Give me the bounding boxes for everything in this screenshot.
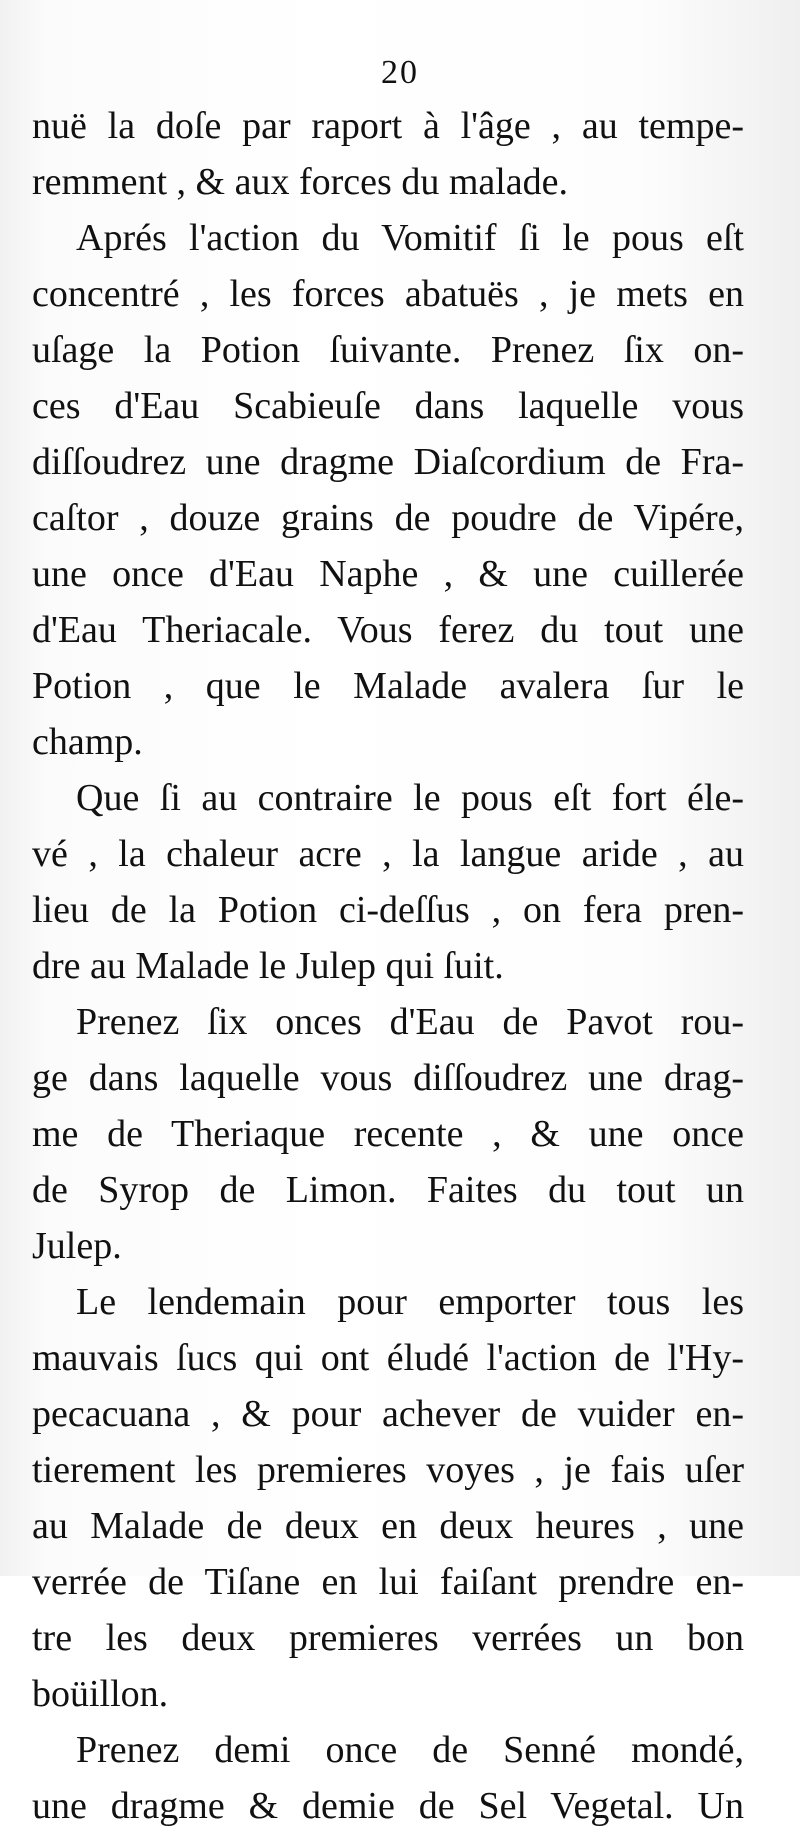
text-line: me de Theriaque recente , & une once (32, 1113, 744, 1155)
text-line: mauvais ſucs qui ont éludé l'action de l'Hy- (32, 1337, 744, 1379)
text-line: pecacuana , & pour achever de vuider en- (32, 1393, 744, 1435)
text-line: nuë la doſe par raport à l'âge , au tempe- (32, 105, 744, 147)
text-line: champ. (32, 721, 143, 763)
text-line: remment , & aux forces du malade. (32, 161, 569, 203)
text-line: Potion , que le Malade avalera ſur le (32, 665, 744, 707)
text-line: dre au Malade le Julep qui ſuit. (32, 945, 504, 987)
text-line: concentré , les forces abatuës , je mets en (32, 273, 744, 315)
text-line: Que ſi au contraire le pous eſt fort éle- (76, 777, 744, 819)
text-line: lieu de la Potion ci-deſſus , on fera pren- (32, 889, 744, 931)
text-line: Prenez ſix onces d'Eau de Pavot rou- (76, 1001, 744, 1043)
text-line: une dragme & demie de Sel Vegetal. Un (32, 1785, 744, 1827)
body-text (32, 98, 744, 1834)
text-line: de Syrop de Limon. Faites du tout un (32, 1169, 744, 1211)
text-line: ces d'Eau Scabieuſe dans laquelle vous (32, 385, 744, 427)
text-line: uſage la Potion ſuivante. Prenez ſix on- (32, 329, 744, 371)
text-line: ge dans laquelle vous diſſoudrez une drag- (32, 1057, 744, 1099)
text-line: Le lendemain pour emporter tous les (76, 1281, 744, 1323)
text-line: d'Eau Theriacale. Vous ferez du tout une (32, 609, 744, 651)
text-line: tierement les premieres voyes , je fais uſer (32, 1449, 744, 1491)
text-line: tre les deux premieres verrées un bon (32, 1617, 744, 1659)
text-line: Aprés l'action du Vomitif ſi le pous eſt (76, 217, 744, 259)
text-line: caſtor , douze grains de poudre de Vipére, (32, 497, 744, 539)
text-line: verrée de Tiſane en lui faiſant prendre en- (32, 1561, 744, 1603)
text-line: diſſoudrez une dragme Diaſcordium de Fra- (32, 441, 744, 483)
text-line: Julep. (32, 1225, 122, 1267)
text-line: Prenez demi once de Senné mondé, (76, 1729, 744, 1771)
text-line: vé , la chaleur acre , la langue aride , au (32, 833, 744, 875)
text-line: une once d'Eau Naphe , & une cuillerée (32, 553, 744, 595)
text-line: boüillon. (32, 1673, 169, 1715)
page-number: 20 (381, 54, 419, 91)
text-line: au Malade de deux en deux heures , une (32, 1505, 744, 1547)
